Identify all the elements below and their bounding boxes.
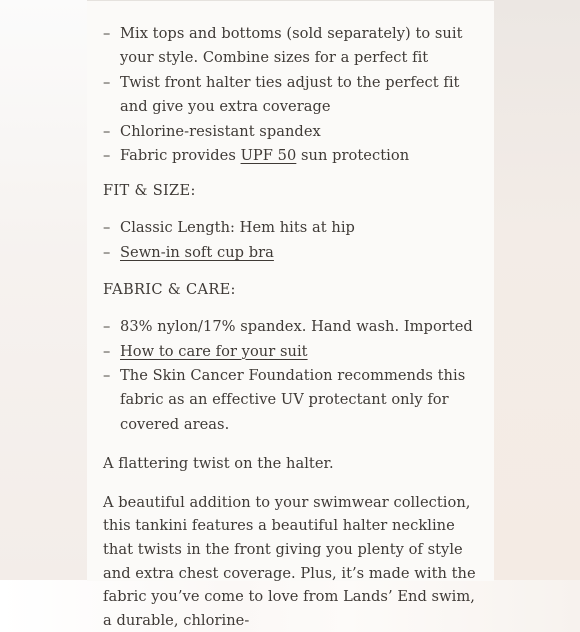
list-item-text: Chlorine-resistant spandex bbox=[120, 122, 321, 140]
bullet-dash: – bbox=[103, 243, 111, 261]
list-item bbox=[103, 340, 487, 364]
upf-link[interactable]: UPF 50 bbox=[240, 147, 297, 165]
list-item-text: Fabric provides bbox=[120, 147, 241, 165]
fit-size-list bbox=[103, 216, 487, 265]
sewn-in-bra-link[interactable]: Sewn-in soft cup bra bbox=[120, 243, 274, 261]
list-item bbox=[103, 315, 487, 339]
bullet-dash: – bbox=[103, 342, 111, 360]
bullet-dash: – bbox=[103, 318, 111, 336]
product-details-content bbox=[103, 22, 487, 632]
list-item-text: sun protection bbox=[296, 147, 410, 165]
list-item bbox=[103, 364, 487, 437]
list-item bbox=[103, 120, 487, 144]
features-list bbox=[103, 22, 487, 168]
bullet-dash: – bbox=[103, 122, 111, 140]
bullet-dash: – bbox=[103, 73, 111, 91]
bullet-dash: – bbox=[103, 25, 111, 42]
list-item-text: 83% nylon/17% spandex. Hand wash. Imported bbox=[120, 318, 473, 336]
bullet-dash: – bbox=[103, 147, 111, 165]
fabric-care-heading: FABRIC & CARE: bbox=[103, 281, 236, 299]
list-item-text: Mix tops and bottoms (sold separately) to suit your style. Combine sizes for a perfect fit bbox=[120, 25, 463, 67]
list-item bbox=[103, 144, 487, 168]
right-background bbox=[494, 0, 580, 580]
bullet-dash: – bbox=[103, 219, 111, 237]
fabric-care-list bbox=[103, 315, 487, 437]
tagline: A flattering twist on the halter. bbox=[103, 455, 334, 473]
list-item bbox=[103, 22, 487, 71]
fit-size-heading: FIT & SIZE: bbox=[103, 182, 196, 200]
product-details-panel bbox=[87, 0, 494, 629]
care-instructions-link[interactable]: How to care for your suit bbox=[120, 342, 308, 360]
list-item bbox=[103, 71, 487, 120]
left-background bbox=[0, 0, 87, 580]
bullet-dash: – bbox=[103, 367, 111, 385]
list-item-text: Classic Length: Hem hits at hip bbox=[120, 219, 355, 237]
product-description: A beautiful addition to your swimwear collection, this tankini features a beautiful halter neckline that twists in the front giving you plenty of style and extra chest coverage. Plus, it’s made with the fabric you’ve come to love from Lands’ End swim, a durable, chlorine- bbox=[103, 493, 476, 629]
list-item bbox=[103, 216, 487, 240]
list-item bbox=[103, 241, 487, 265]
list-item-text: The Skin Cancer Foundation recommends this fabric as an effective UV protectant only for covered areas. bbox=[120, 367, 466, 433]
list-item-text: Twist front halter ties adjust to the perfect fit and give you extra coverage bbox=[120, 73, 460, 116]
